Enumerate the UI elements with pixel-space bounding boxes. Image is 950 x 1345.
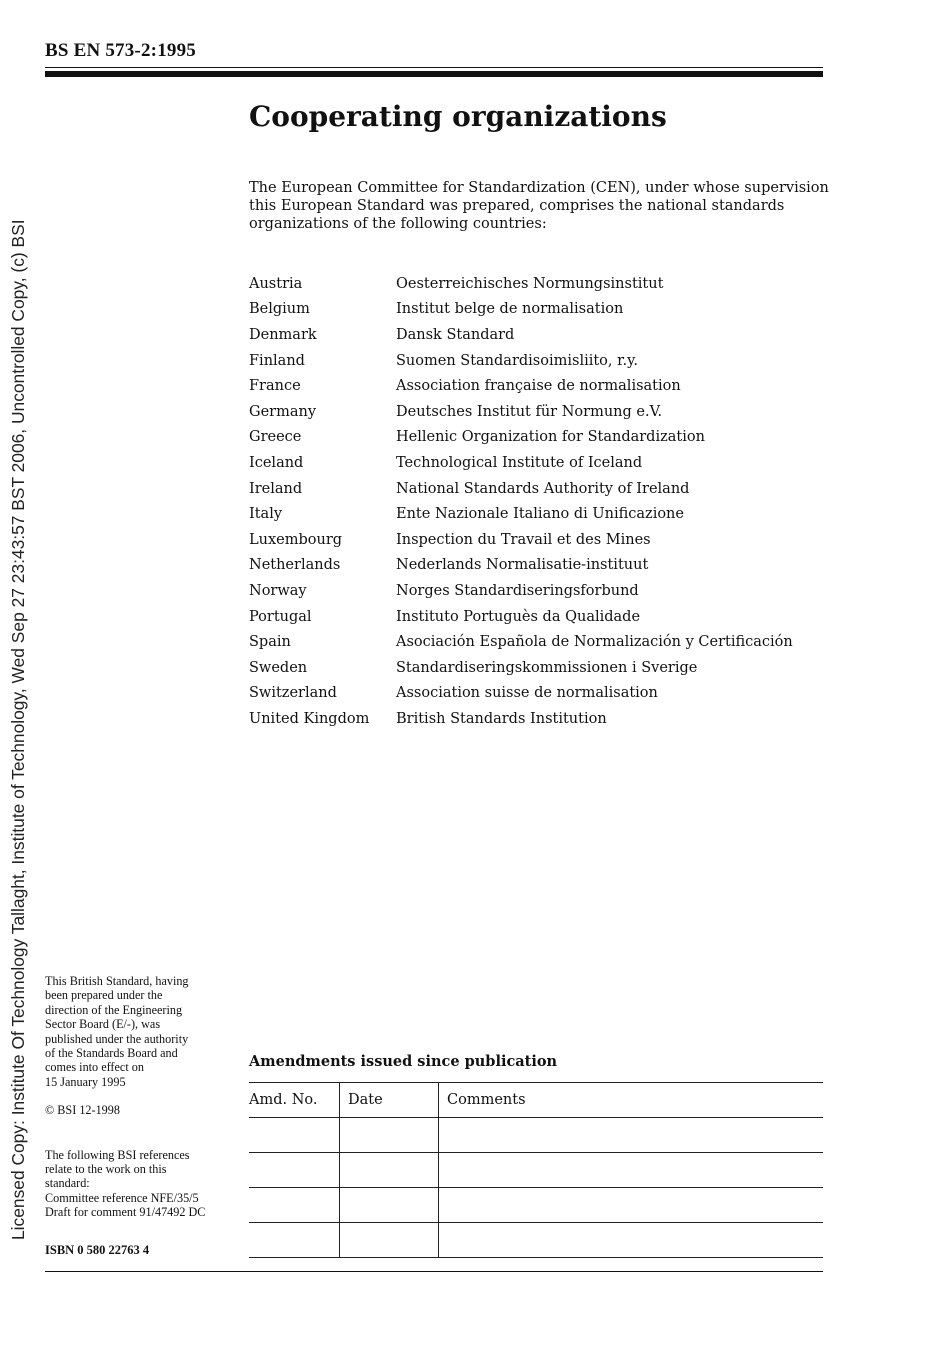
amendment-cell	[249, 1223, 340, 1258]
country-name: Belgium	[249, 301, 310, 318]
organization-row	[249, 604, 793, 630]
standards-body-name: Association suisse de normalisation	[396, 685, 658, 702]
publication-line: direction of the Engineering	[45, 1002, 183, 1017]
country-name: Switzerland	[249, 685, 337, 702]
amendment-cell	[340, 1153, 439, 1188]
bsi-references	[45, 1148, 245, 1220]
publication-line: published under the authority	[45, 1031, 189, 1046]
column-header-date: Date	[340, 1083, 439, 1118]
organization-row	[249, 501, 793, 527]
amendment-row	[249, 1118, 823, 1153]
country-name: Ireland	[249, 480, 303, 497]
country-name: Luxembourg	[249, 531, 343, 548]
country-name: Finland	[249, 352, 305, 369]
organization-row	[249, 706, 793, 732]
amendment-row	[249, 1188, 823, 1223]
organization-row	[249, 578, 793, 604]
publication-notes	[45, 974, 245, 1220]
amendment-cell	[340, 1118, 439, 1153]
publication-line: comes into effect on	[45, 1060, 144, 1075]
amendments-table	[249, 1082, 823, 1258]
country-name: Netherlands	[249, 557, 341, 574]
standards-body-name: Nederlands Normalisatie-instituut	[396, 557, 649, 574]
organization-row	[249, 348, 793, 374]
standard-number: BS EN 573-2:1995	[45, 40, 196, 61]
footer-rule	[45, 1271, 823, 1272]
reference-line: Committee reference NFE/35/5	[45, 1190, 199, 1205]
organization-row	[249, 450, 793, 476]
header-rule-thin	[45, 67, 823, 68]
column-header-comments: Comments	[439, 1083, 824, 1118]
country-name: Sweden	[249, 659, 308, 676]
country-name: Iceland	[249, 454, 304, 471]
page-title: Cooperating organizations	[249, 100, 667, 133]
country-name: Portugal	[249, 608, 312, 625]
reference-line: Draft for comment 91/47492 DC	[45, 1205, 206, 1220]
country-name: France	[249, 378, 301, 395]
standards-body-name: Instituto Portuguès da Qualidade	[396, 608, 641, 625]
standards-body-name: Norges Standardiseringsforbund	[396, 582, 639, 599]
publication-line: of the Standards Board and	[45, 1046, 178, 1061]
publication-line: This British Standard, having	[45, 974, 189, 988]
standards-body-name: Technological Institute of Iceland	[396, 454, 643, 471]
reference-line: standard:	[45, 1176, 90, 1191]
reference-line: relate to the work on this	[45, 1162, 167, 1177]
amendment-cell	[439, 1188, 824, 1223]
organization-row	[249, 399, 793, 425]
organization-row	[249, 629, 793, 655]
country-name: Greece	[249, 429, 302, 446]
standards-body-name: Standardiseringskommissionen i Sverige	[396, 659, 698, 676]
standards-body-name: Suomen Standardisoimisliito, r.y.	[396, 352, 638, 369]
column-header-amd-no: Amd. No.	[249, 1083, 340, 1118]
organization-row	[249, 553, 793, 579]
amendment-cell	[249, 1188, 340, 1223]
organization-row	[249, 655, 793, 681]
organizations-list	[249, 271, 793, 732]
reference-line: The following BSI references	[45, 1147, 190, 1162]
amendment-row	[249, 1153, 823, 1188]
amendment-cell	[439, 1153, 824, 1188]
publication-line: been prepared under the	[45, 988, 163, 1003]
standards-body-name: Oesterreichisches Normungsinstitut	[396, 275, 664, 292]
country-name: Germany	[249, 403, 317, 420]
amendment-cell	[439, 1118, 824, 1153]
standards-body-name: Inspection du Travail et des Mines	[396, 531, 651, 548]
amendment-cell	[340, 1223, 439, 1258]
amendments-header-row	[249, 1083, 823, 1118]
standards-body-name: Institut belge de normalisation	[396, 301, 624, 318]
standards-body-name: Ente Nazionale Italiano di Unificazione	[396, 506, 684, 523]
publication-line: Sector Board (E/-), was	[45, 1017, 161, 1032]
country-name: Spain	[249, 634, 291, 651]
standards-body-name: Association française de normalisation	[396, 378, 681, 395]
standards-body-name: Hellenic Organization for Standardization	[396, 429, 705, 446]
license-watermark: Licensed Copy: Institute Of Technology Tallaght, Institute of Technology, Wed Sep 27 23:43:57 BST 2006, Uncontrolled Copy, (c) BSI	[8, 219, 28, 1240]
isbn: ISBN 0 580 22763 4	[45, 1243, 150, 1257]
organization-row	[249, 297, 793, 323]
organization-row	[249, 527, 793, 553]
organization-row	[249, 681, 793, 707]
amendment-cell	[439, 1223, 824, 1258]
amendments-heading: Amendments issued since publication	[249, 1053, 558, 1070]
amendment-row	[249, 1223, 823, 1258]
standards-body-name: Asociación Española de Normalización y Certificación	[396, 634, 793, 651]
standards-body-name: British Standards Institution	[396, 710, 607, 727]
standards-body-name: National Standards Authority of Ireland	[396, 480, 690, 497]
country-name: United Kingdom	[249, 710, 370, 727]
organization-row	[249, 425, 793, 451]
country-name: Denmark	[249, 326, 317, 343]
copyright-notice: © BSI 12-1998	[45, 1103, 120, 1118]
publication-line: 15 January 1995	[45, 1074, 126, 1089]
header-rule-thick	[45, 71, 823, 77]
amendment-cell	[340, 1188, 439, 1223]
country-name: Austria	[249, 275, 303, 292]
organization-row	[249, 476, 793, 502]
organization-row	[249, 322, 793, 348]
publication-statement	[45, 974, 245, 1089]
amendment-cell	[249, 1118, 340, 1153]
intro-paragraph: The European Committee for Standardization (CEN), under whose supervision this European Standard was prepared, comprises the national standards organizations of the following countries:	[249, 180, 829, 232]
standards-body-name: Deutsches Institut für Normung e.V.	[396, 403, 663, 420]
country-name: Norway	[249, 582, 307, 599]
standards-body-name: Dansk Standard	[396, 326, 515, 343]
organization-row	[249, 271, 793, 297]
organization-row	[249, 373, 793, 399]
amendment-cell	[249, 1153, 340, 1188]
country-name: Italy	[249, 506, 283, 523]
